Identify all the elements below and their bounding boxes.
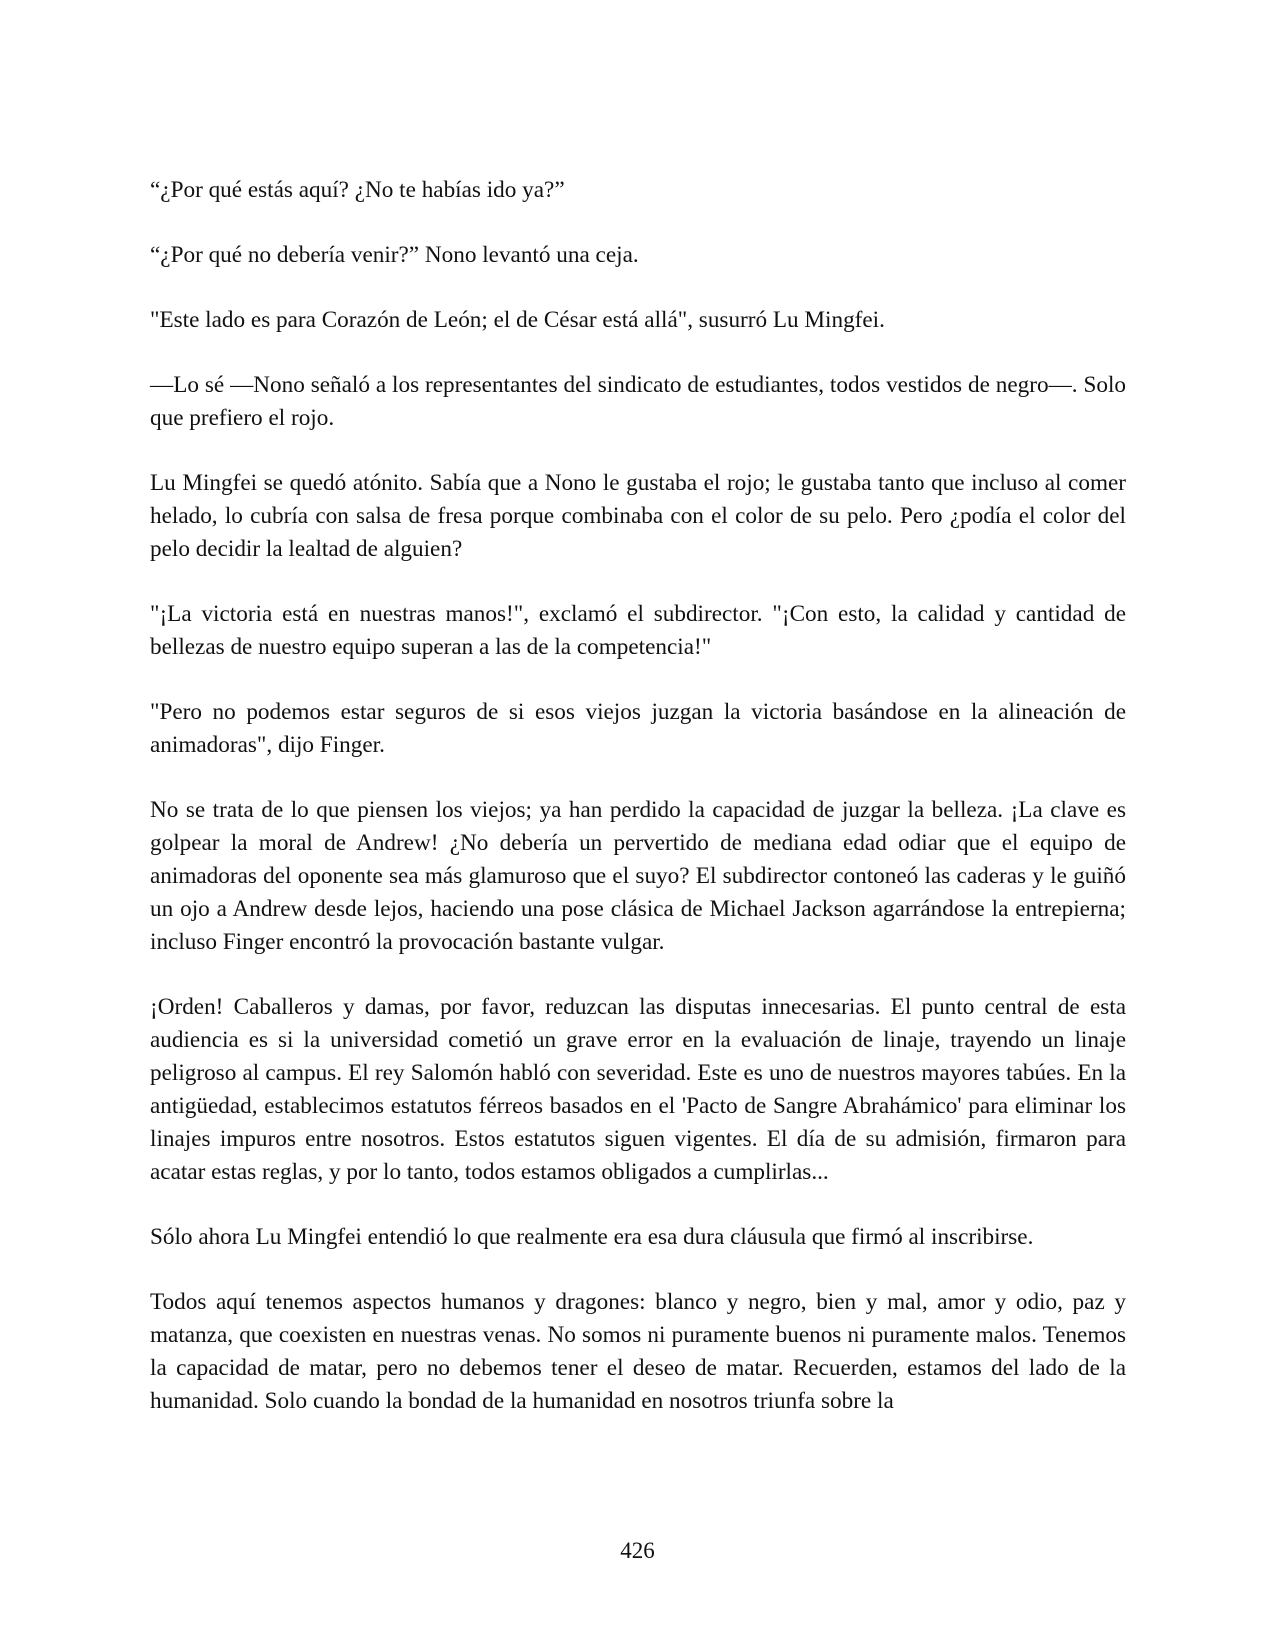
paragraph-3: "Este lado es para Corazón de León; el de César está allá", susurró Lu Mingfei. bbox=[150, 307, 885, 333]
paragraph-5: Lu Mingfei se quedó atónito. Sabía que a Nono le gustaba el rojo; le gustaba tanto que incluso al comer helado, lo cubría con salsa de fresa porque combinaba con el color de su pelo. Pero ¿podía el color del pelo decidir la lealtad de alguien? bbox=[150, 470, 1126, 562]
paragraph-1: “¿Por qué estás aquí? ¿No te habías ido ya?” bbox=[150, 177, 565, 203]
page-number: 426 bbox=[620, 1538, 655, 1563]
paragraph-8: No se trata de lo que piensen los viejos; ya han perdido la capacidad de juzgar la belleza. ¡La clave es golpear la moral de Andrew! ¿No debería un pervertido de mediana edad odiar que el equipo de animadoras del oponente sea más glamuroso que el suyo? El subdirector contoneó las caderas y le guiñó un ojo a Andrew desde lejos, haciendo una pose clásica de Michael Jackson agarrándose la entrepierna; incluso Finger encontró la provocación bastante vulgar. bbox=[150, 797, 1126, 955]
paragraph-7: "Pero no podemos estar seguros de si esos viejos juzgan la victoria basándose en la alineación de animadoras", dijo Finger. bbox=[150, 699, 1126, 758]
paragraph-6: "¡La victoria está en nuestras manos!", exclamó el subdirector. "¡Con esto, la calidad y cantidad de bellezas de nuestro equipo superan a las de la competencia!" bbox=[150, 601, 1126, 660]
paragraph-2: “¿Por qué no debería venir?” Nono levantó una ceja. bbox=[150, 242, 639, 268]
paragraph-9: ¡Orden! Caballeros y damas, por favor, reduzcan las disputas innecesarias. El punto central de esta audiencia es si la universidad cometió un grave error en la evaluación de linaje, trayendo un linaje peligroso al campus. El rey Salomón habló con severidad. Este es uno de nuestros mayores tabúes. En la antigüedad, establecimos estatutos férreos basados en el 'Pacto de Sangre Abrahámico' para eliminar los linajes impuros entre nosotros. Estos estatutos siguen vigentes. El día de su admisión, firmaron para acatar estas reglas, y por lo tanto, todos estamos obligados a cumplirlas... bbox=[150, 994, 1126, 1185]
paragraph-10: Sólo ahora Lu Mingfei entendió lo que realmente era esa dura cláusula que firmó al inscribirse. bbox=[150, 1224, 1034, 1250]
paragraph-4: —Lo sé —Nono señaló a los representantes del sindicato de estudiantes, todos vestidos de negro—. Solo que prefiero el rojo. bbox=[150, 372, 1126, 431]
paragraph-11: Todos aquí tenemos aspectos humanos y dragones: blanco y negro, bien y mal, amor y odio, paz y matanza, que coexisten en nuestras venas. No somos ni puramente buenos ni puramente malos. Tenemos la capacidad de matar, pero no debemos tener el deseo de matar. Recuerden, estamos del lado de la humanidad. Solo cuando la bondad de la humanidad en nosotros triunfa sobre la bbox=[150, 1289, 1126, 1414]
body-text bbox=[150, 174, 1126, 1418]
